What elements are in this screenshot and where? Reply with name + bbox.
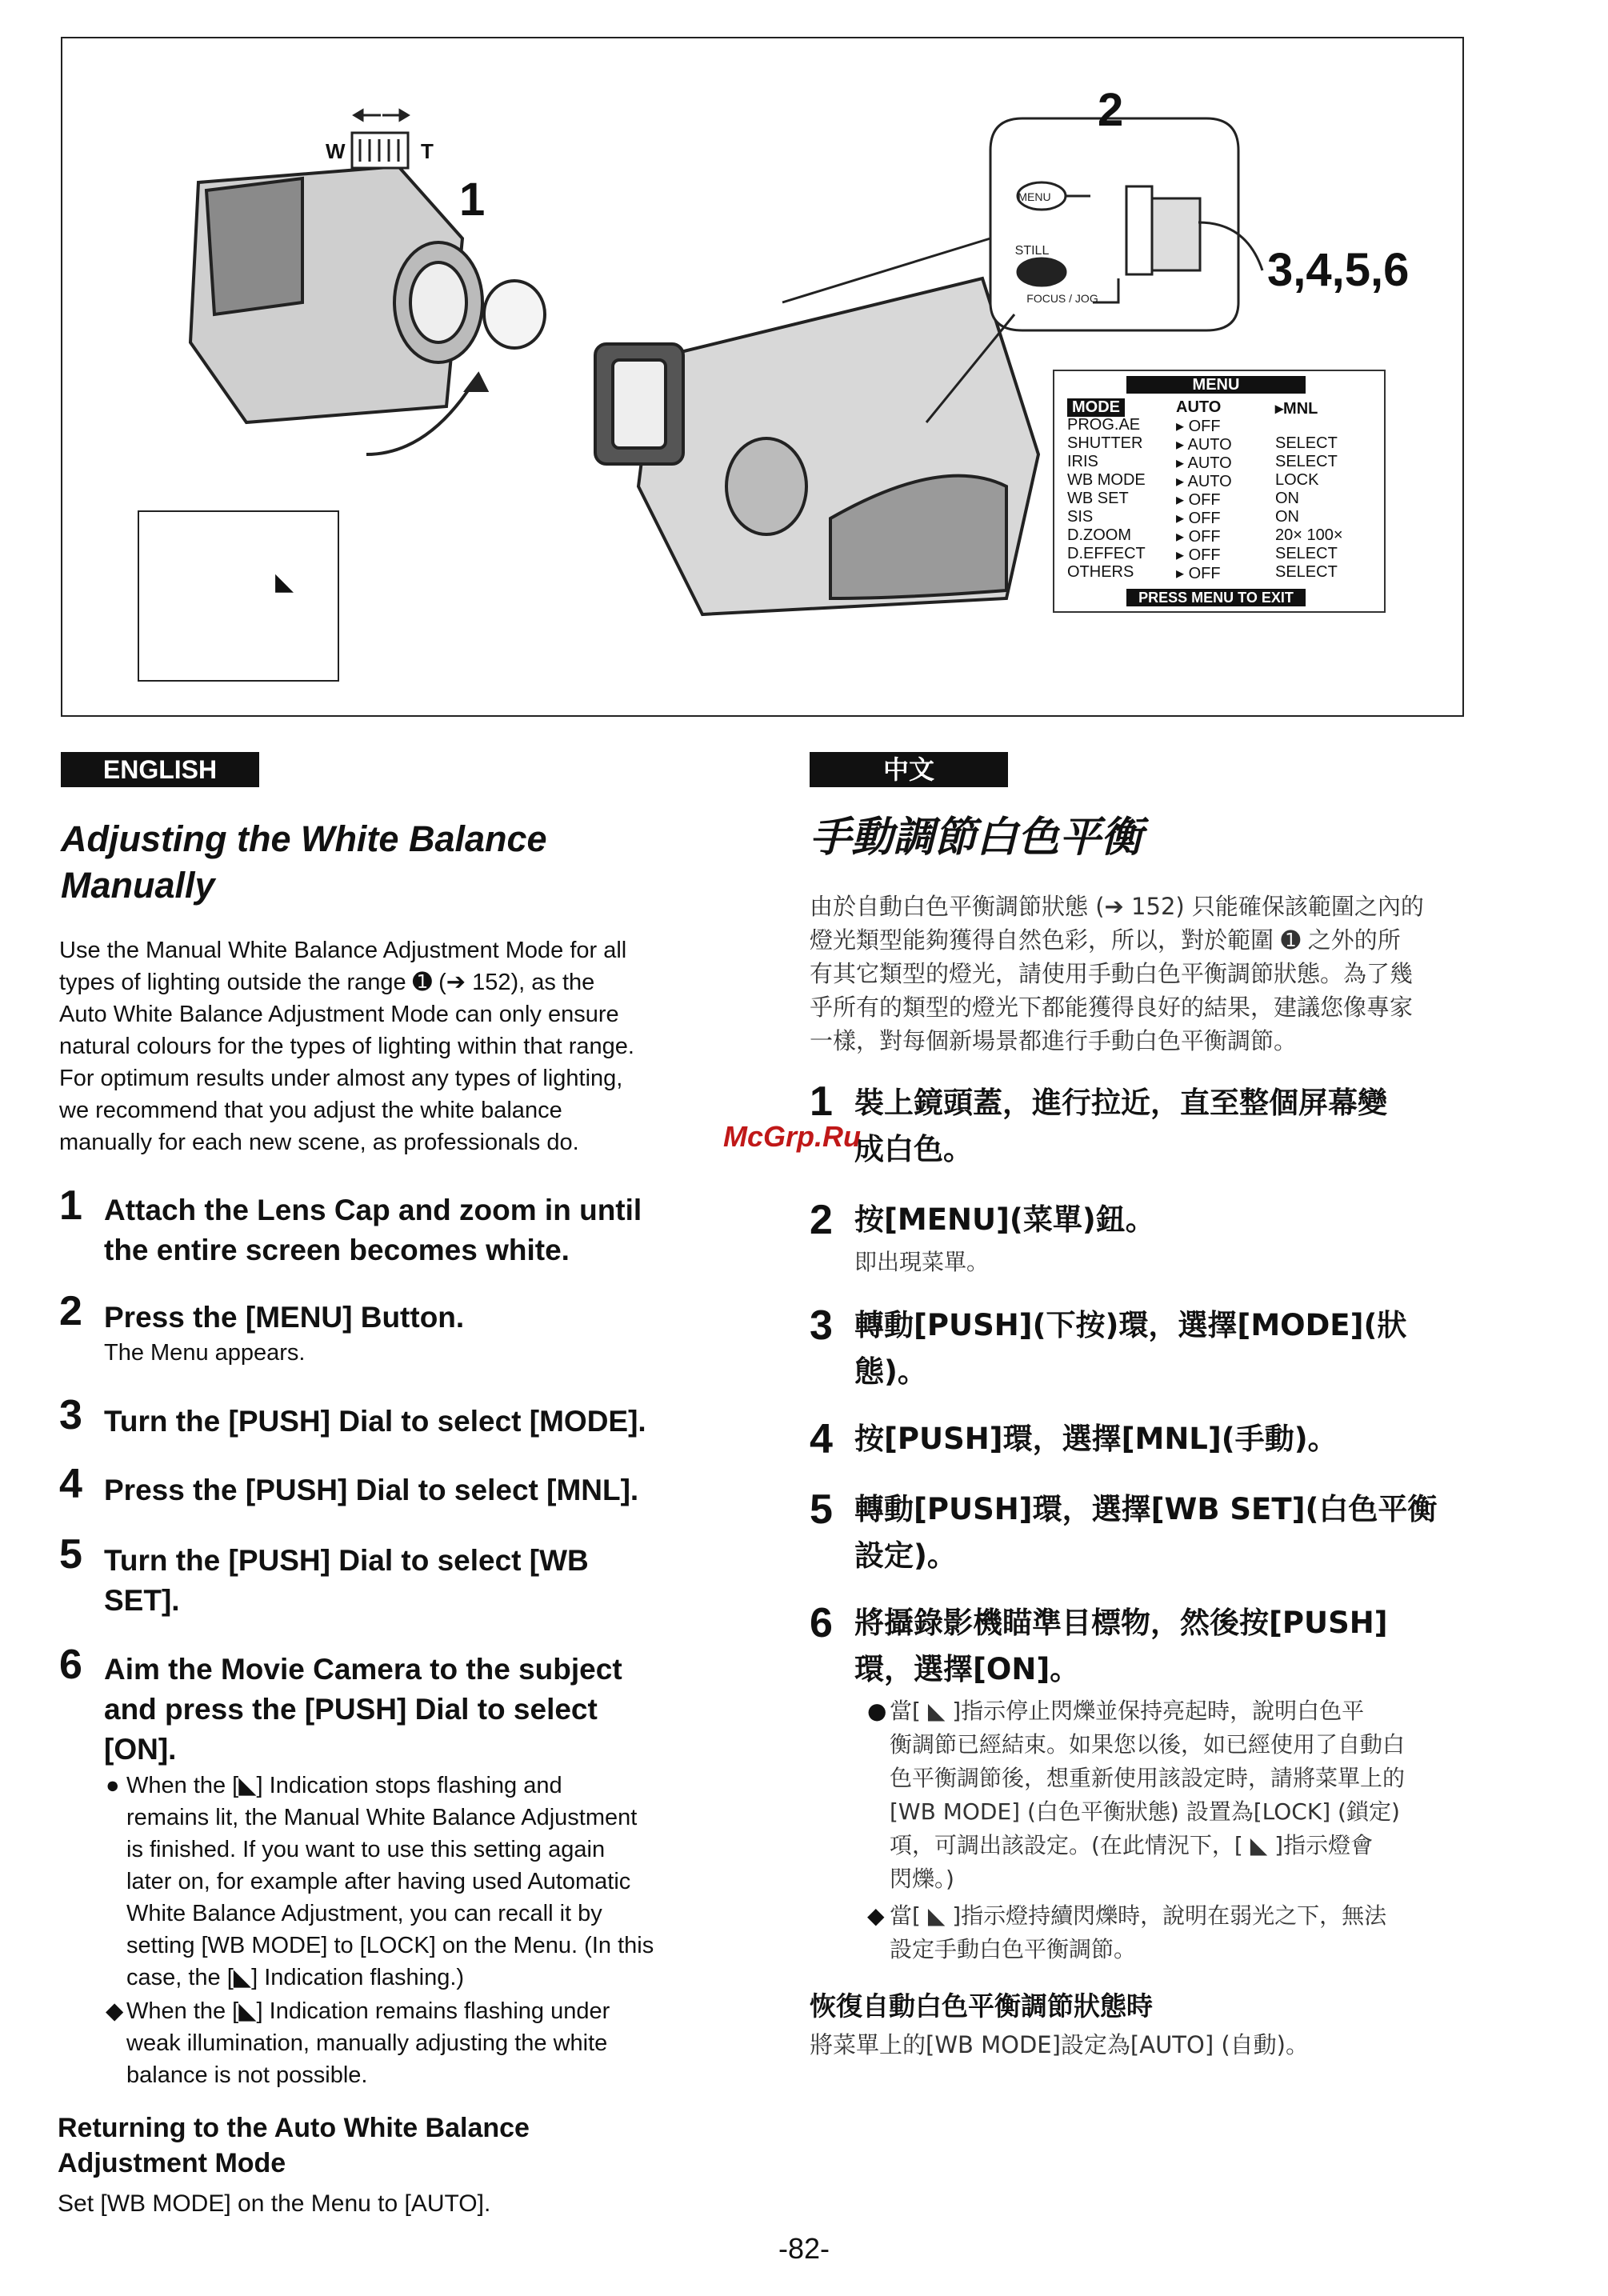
menu-row-label: D.ZOOM	[1067, 526, 1131, 544]
menu-row-value: ▸ OFF	[1176, 565, 1221, 582]
menu-mnl-label: ▸MNL	[1275, 400, 1318, 418]
menu-screen	[1053, 370, 1386, 613]
zh-step-3-number: 3	[810, 1302, 833, 1349]
menu-row-label: WB SET	[1067, 490, 1129, 507]
focus-jog-label: FOCUS / JOG	[1026, 292, 1098, 305]
zh-step-1-number: 1	[810, 1078, 833, 1125]
menu-row-option: SELECT	[1275, 563, 1338, 581]
en-step-5-text: Turn the [PUSH] Dial to select [WB SET].	[104, 1544, 589, 1617]
en-step-5-number: 5	[59, 1531, 82, 1578]
callout-1: 1	[459, 174, 486, 226]
zh-step-3-text: 轉動[PUSH](下按)環，選擇[MODE](狀 態)。	[854, 1308, 1407, 1389]
en-return-text: Set [WB MODE] on the Menu to [AUTO].	[58, 2190, 491, 2217]
zh-step-4-number: 4	[810, 1416, 833, 1462]
zh-step-2-number: 2	[810, 1197, 833, 1243]
menu-row-label: IRIS	[1067, 453, 1098, 470]
english-tab: ENGLISH	[61, 752, 259, 787]
zh-step-1-text: 裝上鏡頭蓋，進行拉近，直至整個屏幕變 成白色。	[854, 1086, 1387, 1166]
zoom-t-label: T	[421, 139, 434, 163]
menu-row-value: ▸ OFF	[1176, 510, 1221, 527]
menu-row-value: ▸ OFF	[1176, 418, 1221, 435]
menu-title: MENU	[1126, 376, 1306, 394]
white-balance-icon: ◣	[275, 569, 294, 595]
chinese-intro: 由於自動白色平衡調節狀態 (➔ 152) 只能確保該範圍之內的 燈光類型能夠獲得自然色彩，所以，對於範圍 ➊ 之外的所 有其它類型的燈光，請使用手動白色平衡調節狀態。為了幾 乎所有的類型的燈光下都能獲得良好的結果，建議您像專家 一樣，對每個新場景都進行手動白色平衡調節。	[810, 893, 1424, 1054]
menu-row-value: ▸ OFF	[1176, 528, 1221, 546]
menu-row-option: ON	[1275, 508, 1299, 526]
zh-step-4-text: 按[PUSH]環，選擇[MNL](手動)。	[854, 1422, 1338, 1456]
page-number: -82-	[778, 2232, 830, 2265]
en-step-4-number: 4	[59, 1461, 82, 1507]
zh-step-5-text: 轉動[PUSH]環，選擇[WB SET](白色平衡 設定)。	[854, 1492, 1438, 1573]
menu-row-option: 20× 100×	[1275, 526, 1343, 544]
zh-bullet-2: ◆ 當[ ◣ ]指示燈持續閃爍時，說明在弱光之下，無法 設定手動白色平衡調節。	[867, 1902, 1387, 1962]
zh-step-6-number: 6	[810, 1600, 833, 1646]
en-step-3-text: Turn the [PUSH] Dial to select [MODE].	[104, 1405, 646, 1438]
menu-row-value: ▸ AUTO	[1176, 454, 1232, 472]
zh-step-6-text: 將攝錄影機瞄準目標物，然後按[PUSH] 環，選擇[ON]。	[854, 1606, 1388, 1686]
lcd-preview	[138, 510, 339, 682]
zh-step-2-sub: 即出現菜單。	[854, 1249, 990, 1275]
en-step-4-text: Press the [PUSH] Dial to select [MNL].	[104, 1474, 639, 1506]
english-title: Adjusting the White Balance Manually	[61, 818, 547, 906]
chinese-tab: 中文	[810, 752, 1008, 787]
watermark-text: McGrp.Ru	[723, 1120, 862, 1153]
menu-row-label: WB MODE	[1067, 471, 1146, 489]
menu-row-label: OTHERS	[1067, 563, 1134, 581]
en-bullet-1: ● When the [◣] Indication stops flashing and remains lit, the Manual White Balance Adjustment is finished. If you want to use this setting again later on, for example after having used Automatic White Balance Adjustment, you can recall it by setting [WB MODE] to [LOCK] on the Menu. (In this case, the [◣] Indication flashing.)	[106, 1773, 654, 1990]
zh-return-text: 將菜單上的[WB MODE]設定為[AUTO] (自動)。	[810, 2031, 1309, 2058]
en-step-2-sub: The Menu appears.	[104, 1340, 306, 1366]
zh-bullet-1: ● 當[ ◣ ]指示停止閃爍並保持亮起時，說明白色平 衡調節已經結束。如果您以後，如已經使用了自動白 色平衡調節後，想重新使用該設定時，請將菜單上的 [WB MODE] (白色平衡狀態) 設置為[LOCK] (鎖定) 項，可調出該設定。(在此情況下，[ ◣ ]指示燈會 閃爍。)	[867, 1698, 1406, 1892]
zoom-w-label: W	[326, 139, 346, 163]
english-intro: Use the Manual White Balance Adjustment Mode for all types of lighting outside the range ➊ (➔ 152), as the Auto White Balance Adjustment Mode can only ensure natural colours for the types of lighting within that range. For optimum results under almost any types of lighting, we recommend that you adjust the white balance manually for each new scene, as professionals do.	[59, 938, 634, 1155]
menu-row-label: SHUTTER	[1067, 434, 1143, 452]
illustration-panel	[61, 37, 1464, 717]
en-return-heading: Returning to the Auto White Balance Adjustment Mode	[58, 2113, 530, 2178]
en-step-6-text: Aim the Movie Camera to the subject and press the [PUSH] Dial to select [ON].	[104, 1653, 622, 1766]
menu-row-label: D.EFFECT	[1067, 545, 1146, 562]
zh-return-heading: 恢復自動白色平衡調節狀態時	[810, 1990, 1153, 2022]
menu-row-option: SELECT	[1275, 453, 1338, 470]
en-step-2-number: 2	[59, 1288, 82, 1334]
callout-2: 2	[1098, 84, 1124, 136]
en-step-2-text: Press the [MENU] Button.	[104, 1301, 465, 1334]
menu-row-value: ▸ AUTO	[1176, 473, 1232, 490]
zh-step-2-text: 按[MENU](菜單)鈕。	[854, 1202, 1155, 1237]
menu-row-value: ▸ AUTO	[1176, 436, 1232, 454]
menu-row-value: ▸ OFF	[1176, 491, 1221, 509]
menu-row-option: SELECT	[1275, 545, 1338, 562]
zh-step-5-number: 5	[810, 1486, 833, 1533]
menu-footer: PRESS MENU TO EXIT	[1126, 589, 1306, 606]
en-step-3-number: 3	[59, 1392, 82, 1438]
menu-row-label: SIS	[1067, 508, 1094, 526]
menu-row-label: PROG.AE	[1067, 416, 1141, 434]
callout-3456: 3,4,5,6	[1267, 244, 1410, 296]
menu-button-label: MENU	[1018, 190, 1051, 203]
en-bullet-2: ◆ When the [◣] Indication remains flashing under weak illumination, manually adjusting the white balance is not possible.	[106, 1998, 610, 2088]
en-step-1-text: Attach the Lens Cap and zoom in until the entire screen becomes white.	[104, 1194, 642, 1266]
menu-row-value: ▸ OFF	[1176, 546, 1221, 564]
menu-row-option: SELECT	[1275, 434, 1338, 452]
still-button-label: STILL	[1014, 244, 1050, 258]
en-step-6-number: 6	[59, 1642, 82, 1688]
menu-auto-label: AUTO	[1176, 398, 1222, 416]
menu-row-option: LOCK	[1275, 471, 1319, 489]
menu-row-option: ON	[1275, 490, 1299, 507]
chinese-title: 手動調節白色平衡	[810, 814, 1143, 862]
en-step-1-number: 1	[59, 1182, 82, 1229]
menu-mode-label: MODE	[1067, 398, 1125, 417]
